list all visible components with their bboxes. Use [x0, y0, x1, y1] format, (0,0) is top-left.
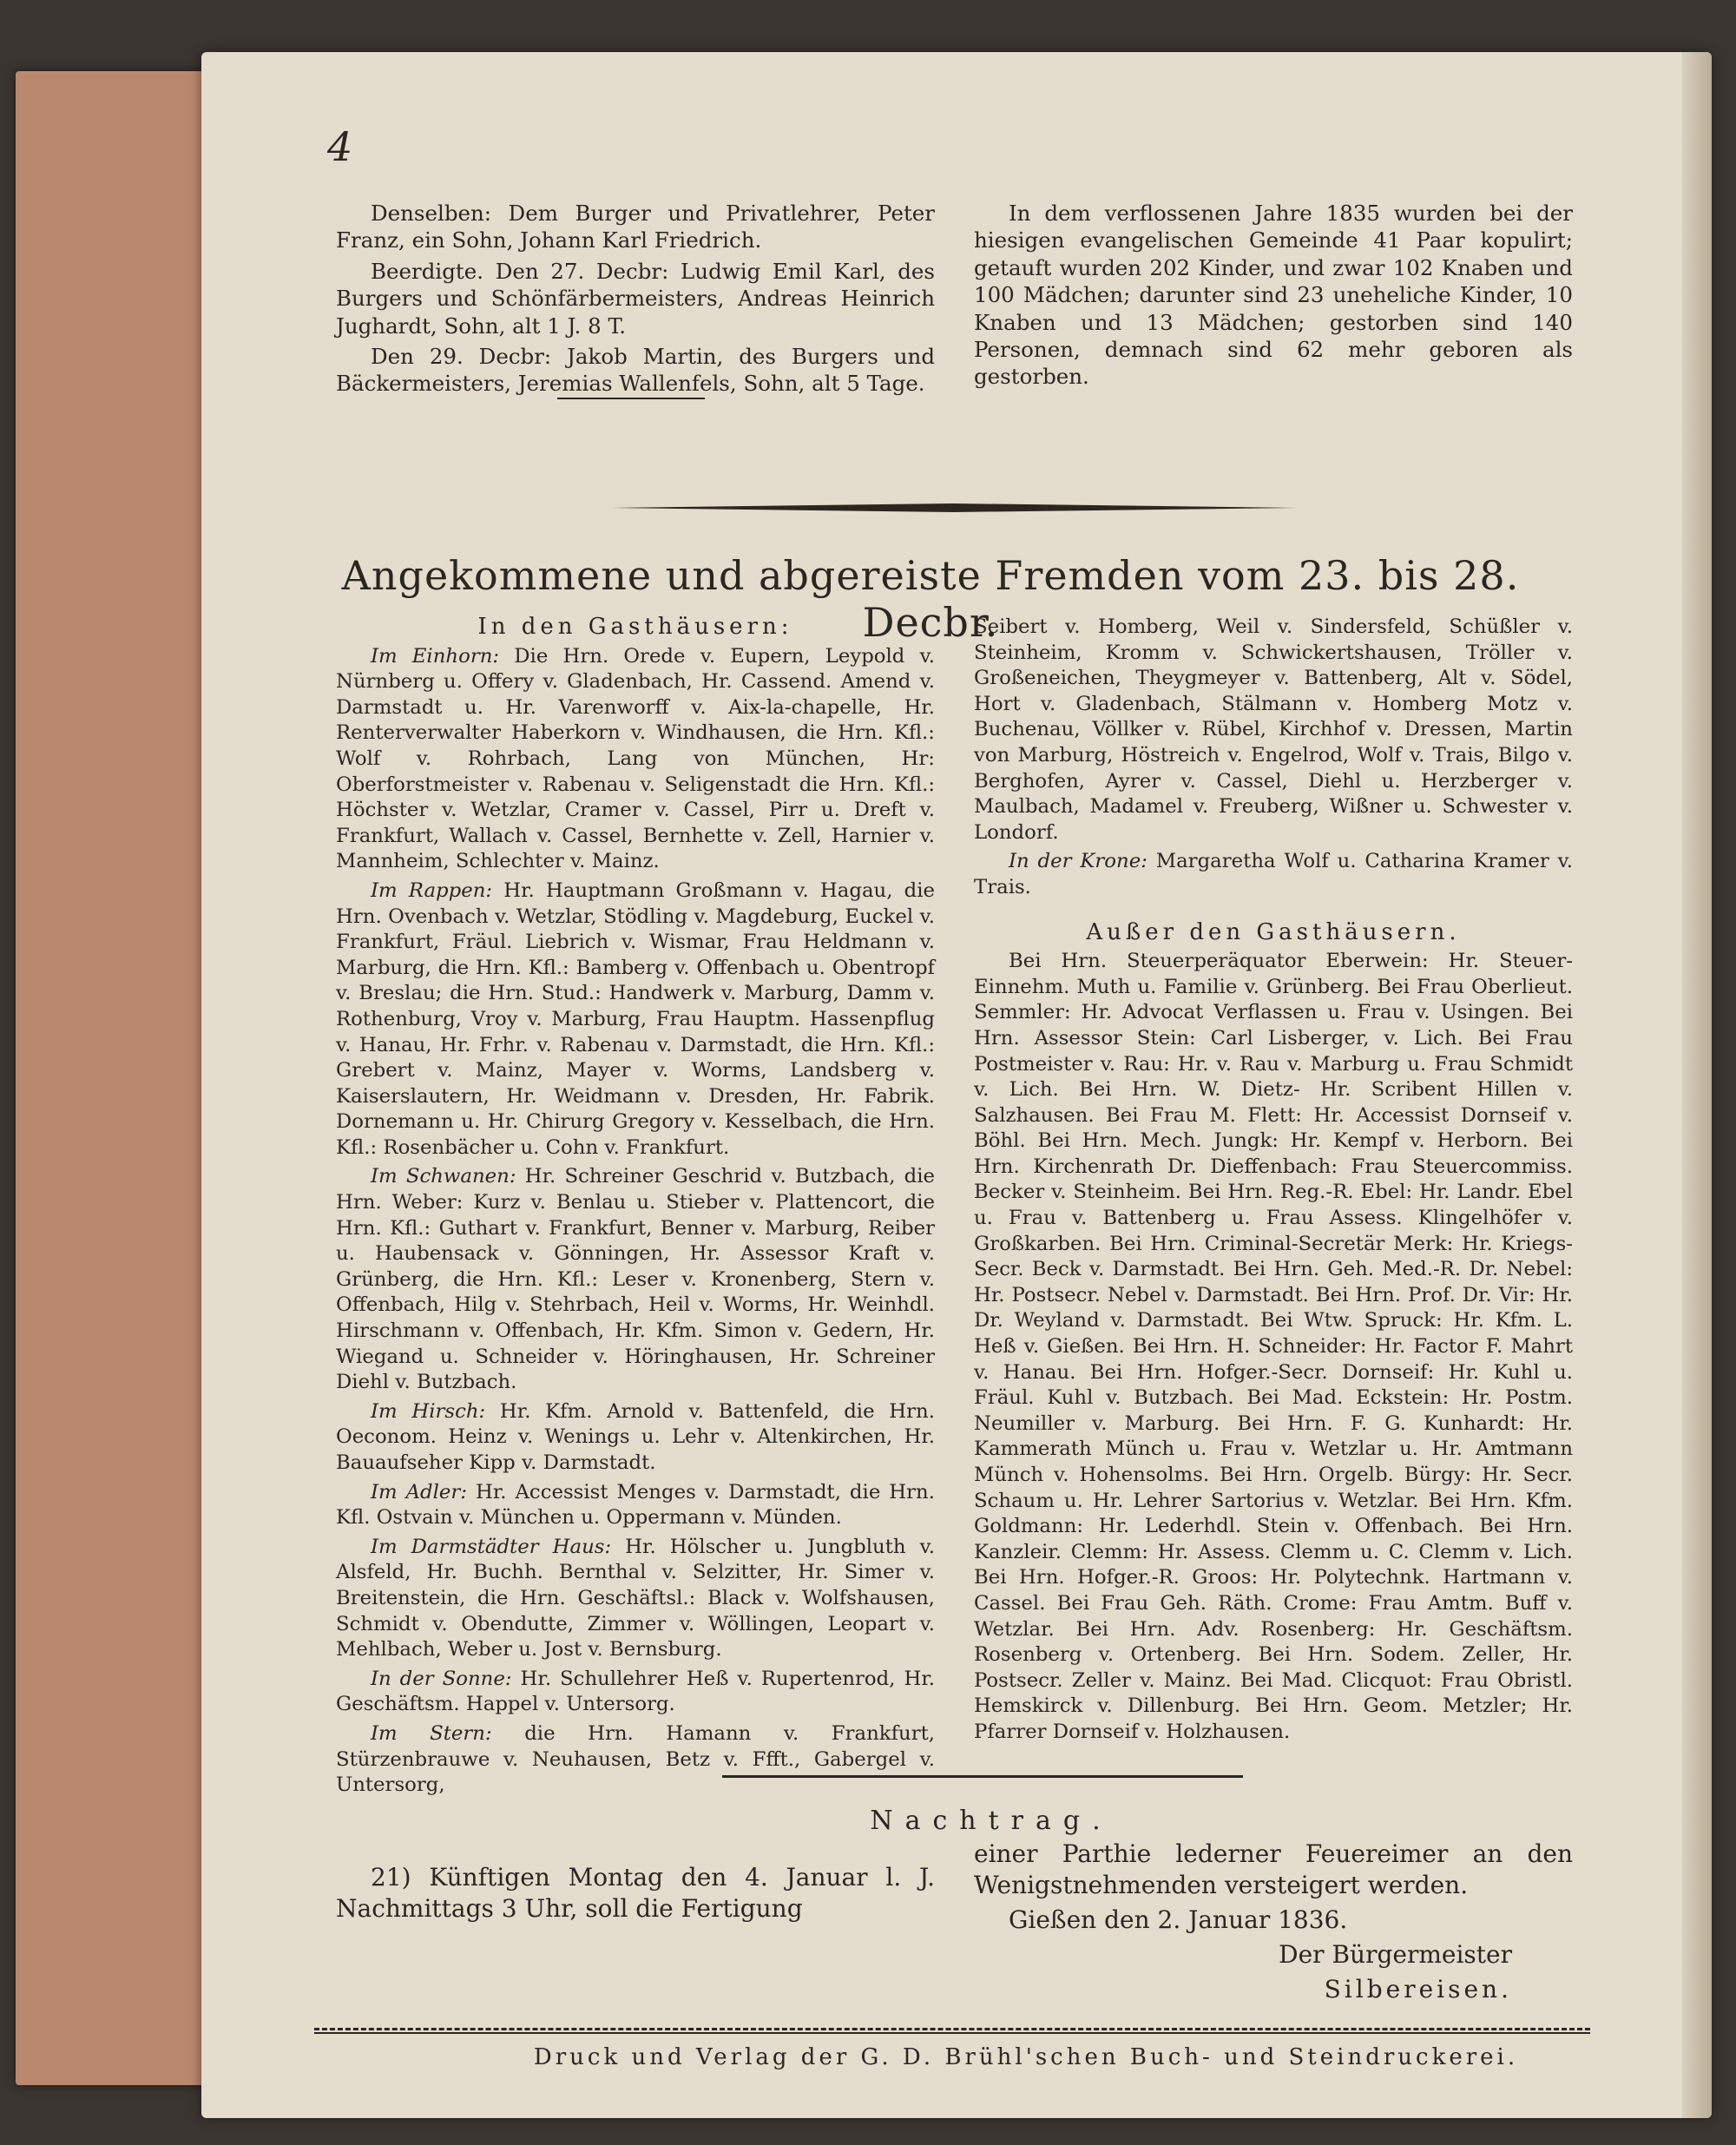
- printer-imprint: Druck und Verlag der G. D. Brühl'schen Buch- und Steindruckerei.: [533, 2044, 1519, 2070]
- rappen-entry: [336, 878, 935, 1161]
- einhorn-text: Die Hrn. Orede v. Eupern, Leypold v. Nürnberg u. Offery v. Gladenbach, Hr. Cassend. Amend v. Darmstadt u. Hr. Varenworff v. Aix-la-chapelle, Hr. Renterverwalter Haberkorn v. Windhausen, die Hrn. Kfl.: Wolf v. Rohrbach, Lang von München, Hr: Oberforstmeister v. Rabenau v. Seligenstadt die Hrn. Kfl.: Höchster v. Wetzlar, Cramer v. Cassel, Pirr u. Dreft v. Frankfurt, Wallach v. Cassel, Bernhette v. Zell, Harnier v. Mannheim, Schlechter v. Mainz.: [336, 644, 935, 873]
- stern-continuation: Seibert v. Homberg, Weil v. Sindersfeld, Schüßler v. Steinheim, Kromm v. Schwickertshausen, Tröller v. Großeneichen, Theygmeyer v. Battenberg, Alt v. Södel, Hort v. Gladenbach, Stälmann v. Homberg Motz v. Buchenau, Völlker v. Rübel, Kirchhof v. Dressen, Martin von Marburg, Höstreich v. Engelrod, Wolf v. Trais, Bilgo v. Berghofen, Ayrer v. Cassel, Diehl u. Herzberger v. Maulbach, Madamel v. Freuberg, Wißner u. Schwester v. Londorf.: [974, 615, 1573, 844]
- ornamental-rule: [611, 503, 1297, 512]
- signature-title: Der Bürgermeister: [1279, 1940, 1512, 1969]
- footer-rule-dashed: [314, 2028, 1590, 2030]
- hirsch-text: Hr. Kfm. Arnold v. Battenfeld, die Hrn. Oeconom. Heinz v. Wenings u. Lehr v. Altenkirchen, Hr. Bauaufseher Kipp v. Darmstadt.: [336, 1399, 935, 1474]
- darmstaedter-haus-text: Hr. Hölscher u. Jungbluth v. Alsfeld, Hr. Buchh. Bernthal v. Selzitter, Hr. Simer v. Breitenstein, die Hrn. Geschäftsl.: Black v. Wolfshausen, Schmidt v. Obendutte, Zimmer v. Wöllingen, Leopart v. Mehlbach, Weber u. Jost v. Bernsburg.: [336, 1535, 936, 1661]
- schwanen-text: Hr. Schreiner Geschrid v. Butzbach, die Hrn. Weber: Kurz v. Benlau u. Stieber v. Plattencort, die Hrn. Kfl.: Guthart v. Frankfurt, Benner v. Marburg, Reiber u. Haubensack v. Gönningen, Hr. Assessor Kraft v. Grünberg, die Hrn. Kfl.: Leser v. Kronenberg, Stern v. Offenbach, Hilg v. Stehrbach, Heil v. Worms, Hr. Weinhdl. Hirschmann v. Offenbach, Hr. Kfm. Simon v. Gedern, Hr. Wiegand u. Schneider v. Höringhausen, Hr. Schreiner Diehl v. Butzbach.: [336, 1165, 936, 1394]
- sonne-entry: [336, 1667, 935, 1718]
- page-edge: [1682, 52, 1712, 2118]
- nachtrag-left: [336, 1862, 935, 1928]
- schwanen-label: Im Schwanen:: [371, 1165, 516, 1188]
- darmstaedter-haus-entry: [336, 1535, 935, 1663]
- rappen-label: Im Rappen:: [371, 878, 493, 902]
- annual-statistics: In dem verflossenen Jahre 1835 wurden bei der hiesigen evangelischen Gemeinde 41 Paar kopulirt; getauft wurden 202 Kinder, und zwar 102 Knaben und 100 Mädchen; darunter sind 23 uneheliche Kinder, 10 Knaben und 13 Mädchen; gestorben sind 140 Personen, demnach sind 62 mehr geboren als gestorben.: [974, 201, 1573, 390]
- auction-notice-end: einer Parthie lederner Feuereimer an den Wenigstnehmenden versteigert werden.: [974, 1839, 1573, 1899]
- ausser-subheading: Außer den Gasthäusern.: [1086, 918, 1461, 945]
- stern-text: die Hrn. Hamann v. Frankfurt, Stürzenbrauwe v. Neuhausen, Betz v. Ffft., Gabergel v. Untersorg,: [336, 1721, 935, 1797]
- top-left-rule: [557, 398, 705, 399]
- burial-entry-1: Beerdigte. Den 27. Decbr: Ludwig Emil Karl, des Burgers und Schönfärbermeisters, Andreas Heinrich Jughardt, Sohn, alt 1 J. 8 T.: [336, 258, 935, 339]
- adler-label: Im Adler:: [371, 1480, 468, 1503]
- gasthaeuser-subheading: In den Gasthäusern:: [477, 614, 793, 640]
- nachtrag-title: Nachtrag.: [870, 1806, 1113, 1836]
- auction-notice-start: 21) Künftigen Montag den 4. Januar l. J. Nachmittags 3 Uhr, soll die Fertigung: [336, 1863, 935, 1923]
- krone-text: Margaretha Wolf u. Catharina Kramer v. Trais.: [974, 850, 1574, 898]
- stern-label: Im Stern:: [371, 1721, 492, 1745]
- stern-entry: [336, 1721, 935, 1799]
- hirsch-label: Im Hirsch:: [371, 1399, 486, 1423]
- arrivals-heading: Angekommene und abgereiste Fremden vom 23. bis 28. Decbr.: [341, 552, 1520, 646]
- footer-rule-solid: [314, 2032, 1590, 2034]
- top-left-column: [336, 200, 935, 401]
- krone-entry: [974, 849, 1573, 900]
- baptism-entry: Denselben: Dem Burger und Privatlehrer, Peter Franz, ein Sohn, Johann Karl Friedrich.: [336, 201, 935, 253]
- krone-label: In der Krone:: [1009, 850, 1147, 873]
- nachtrag-rule: [722, 1775, 1243, 1778]
- einhorn-entry: [336, 644, 935, 875]
- schwanen-entry: [336, 1164, 935, 1395]
- ausser-text: Bei Hrn. Steuerperäquator Eberwein: Hr. Steuer-Einnehm. Muth u. Familie v. Grünberg. Bei Frau Oberlieut. Semmler: Hr. Advocat Verflassen u. Frau v. Usingen. Bei Hrn. Assessor Stein: Carl Lisberger, v. Lich. Bei Frau Postmeister v. Rau: Hr. v. Rau v. Marburg u. Frau Schmidt v. Lich. Bei Hrn. W. Dietz- Hr. Scribent Hillen v. Salzhausen. Bei Frau M. Flett: Hr. Accessist Dornseif v. Böhl. Bei Hrn. Mech. Jungk: Hr. Kempf v. Herborn. Bei Hrn. Kirchenrath Dr. Dieffenbach: Frau Steuercommiss. Becker v. Steinheim. Bei Hrn. Reg.-R. Ebel: Hr. Landr. Ebel u. Frau v. Battenberg u. Frau Assess. Klingelhöfer v. Großkarben. Bei Hrn. Criminal-Secretär Merk: Hr. Kriegs-Secr. Beck v. Darmstadt. Bei Hrn. Geh. Med.-R. Dr. Nebel: Hr. Postsecr. Nebel v. Darmstadt. Bei Hrn. Prof. Dr. Vir: Hr. Dr. Weyland v. Darmstadt. Bei Wtw. Spruck: Hr. Kfm. L. Heß v. Gießen. Bei Hrn. H. Schneider: Hr. Factor F. Mahrt v. Hanau. Bei Hrn. Hofger.-Secr. Dornseif: Hr. Kuhl u. Fräul. Kuhl v. Butzbach. Bei Mad. Eckstein: Hr. Postm. Neumiller v. Marburg. Bei Hrn. F. G. Kunhardt: Hr. Kammerath Münch u. Frau v. Wetzlar u. Hr. Amtmann Münch v. Hohensolms. Bei Hrn. Orgelb. Bürgy: Hr. Secr. Schaum u. Hr. Lehrer Sartorius v. Wetzlar. Bei Hrn. Kfm. Goldmann: Hr. Lederhdl. Stein v. Offenbach. Bei Hrn. Kanzleir. Clemm: Hr. Assess. Clemm u. C. Clemm v. Lich. Bei Hrn. Hofger.-R. Groos: Hr. Polytechnk. Hartmann v. Cassel. Bei Frau Geh. Räth. Crome: Frau Amtm. Buff v. Wetzlar. Bei Hrn. Adv. Rosenberg: Hr. Geschäftsm. Rosenberg v. Ortenberg. Bei Hrn. Sodem. Zeller, Hr. Postsecr. Zeller v. Mainz. Bei Mad. Clicquot: Frau Obristl. Hemskirck v. Dillenburg. Bei Hrn. Geom. Metzler; Hr. Pfarrer Dornseif v. Holzhausen.: [974, 950, 1573, 1743]
- sonne-text: Hr. Schullehrer Heß v. Rupertenrod, Hr. Geschäftsm. Happel v. Untersorg.: [336, 1667, 935, 1716]
- arrivals-left-column: [336, 615, 935, 1802]
- nachtrag-right: [974, 1839, 1573, 2009]
- top-right-column: [974, 200, 1573, 394]
- hirsch-entry: [336, 1399, 935, 1477]
- arrivals-right-column: [974, 615, 1573, 1749]
- darmstaedter-haus-label: Im Darmstädter Haus:: [371, 1535, 612, 1558]
- adler-text: Hr. Accessist Menges v. Darmstadt, die Hrn. Kfl. Ostvain v. München u. Oppermann v. Münden.: [336, 1480, 935, 1530]
- page-number: 4: [327, 123, 353, 170]
- adler-entry: [336, 1480, 935, 1531]
- notice-date: Gießen den 2. Januar 1836.: [1009, 1905, 1348, 1934]
- sonne-label: In der Sonne:: [371, 1667, 512, 1690]
- burial-entry-2: Den 29. Decbr: Jakob Martin, des Burgers und Bäckermeisters, Jeremias Wallenfels, Sohn, alt 5 Tage.: [336, 344, 935, 397]
- signature-name: Silbereisen.: [1324, 1975, 1512, 2004]
- rappen-text: Hr. Hauptmann Großmann v. Hagau, die Hrn. Ovenbach v. Wetzlar, Stödling v. Magdeburg, Euckel v. Frankfurt, Fräul. Liebrich v. Wismar, Frau Heldmann v. Marburg, die Hrn. Kfl.: Bamberg v. Offenbach u. Obentropf v. Breslau; die Hrn. Stud.: Handwerk v. Marburg, Damm v. Rothenburg, Vroy v. Marburg, Frau Hauptm. Hassenpflug v. Hanau, Hr. Frhr. v. Rabenau v. Darmstadt, die Hrn. Kfl.: Grebert v. Mainz, Mayer v. Worms, Landsberg v. Kaiserslautern, Hr. Weidmann v. Dresden, Hr. Fabrik. Dornemann u. Hr. Chirurg Gregory v. Kesselbach, die Hrn. Kfl.: Rosenbächer u. Cohn v. Frankfurt.: [336, 878, 935, 1159]
- einhorn-label: Im Einhorn:: [371, 644, 500, 668]
- newspaper-page: [201, 52, 1712, 2118]
